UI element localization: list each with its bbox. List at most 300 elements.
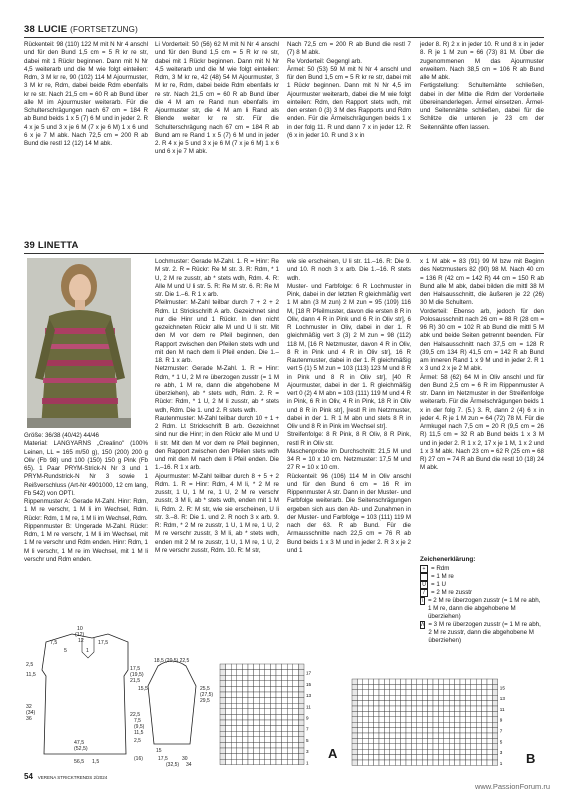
chart-cell bbox=[220, 698, 226, 704]
chart-cell bbox=[265, 692, 271, 698]
chart-cell bbox=[406, 760, 411, 765]
chart-cell bbox=[422, 706, 427, 711]
chart-row-number: 15 bbox=[499, 685, 505, 691]
chart-cell bbox=[282, 737, 288, 743]
chart-cell bbox=[220, 720, 226, 726]
chart-cell bbox=[455, 722, 460, 727]
chart-cell bbox=[444, 760, 449, 765]
chart-cell bbox=[265, 748, 271, 754]
chart-cell bbox=[390, 760, 395, 765]
chart-cell bbox=[357, 722, 362, 727]
chart-cell bbox=[417, 701, 422, 706]
chart-cell bbox=[270, 737, 276, 743]
chart-cell bbox=[248, 681, 254, 687]
chart-cell bbox=[298, 754, 304, 760]
chart-cell bbox=[379, 711, 384, 716]
chart-cell bbox=[476, 690, 481, 695]
chart-cell bbox=[259, 720, 265, 726]
chart-cell bbox=[237, 720, 243, 726]
dim-label: (12) bbox=[75, 632, 85, 638]
chart-cell bbox=[411, 749, 416, 754]
chart-cell bbox=[471, 679, 476, 684]
chart-cell bbox=[487, 701, 492, 706]
section-38-col1: Rückenteil: 98 (110) 122 M mit N Nr 4 anschl und für den Bund 1,5 cm = 5 R kr re str, dabei mit 1 Rückr beginnen. Dann mit N Nr 4,5 weiterarb und die M wie folgt einteilen: Rdm, 3 M kr re, 90 (102) 114 M Ajourmuster, 3 M kr re, Rdm, dabei beide Rdm ebenfalls kr re str. Nach 21,5 cm = 60 R ab Bund über alle M im Ajourmuster weiterarb. Für die Schulterschrägungen nach 67 cm = 184 R ab Bund beids 1 x 5 (7) 6 M und in jeder 2. R 4 x je 5 und 3 x je 6 M (7 x je 6 M) 1 x 6 und 6 x je 7 M abk. Nach 72,5 cm = 200 R ab Bund die restl 12 (12) 14 M abk. bbox=[24, 41, 148, 147]
chart-cell bbox=[422, 738, 427, 743]
legend bbox=[420, 556, 544, 645]
chart-cell bbox=[374, 684, 379, 689]
chart-cell bbox=[379, 722, 384, 727]
chart-cell bbox=[248, 748, 254, 754]
chart-cell bbox=[298, 670, 304, 676]
chart-cell bbox=[455, 701, 460, 706]
legend-symbol-rdm: + bbox=[420, 565, 428, 573]
chart-cell bbox=[422, 684, 427, 689]
chart-cell bbox=[293, 759, 299, 765]
chart-cell bbox=[368, 760, 373, 765]
chart-cell bbox=[282, 714, 288, 720]
dim-label: (32,5) bbox=[166, 762, 180, 768]
chart-cell bbox=[455, 760, 460, 765]
chart-cell bbox=[395, 733, 400, 738]
chart-cell bbox=[220, 759, 226, 765]
chart-cell bbox=[270, 714, 276, 720]
legend-symbol-skp: \ bbox=[421, 598, 424, 604]
chart-cell bbox=[492, 728, 497, 733]
chart-cell bbox=[374, 706, 379, 711]
chart-cell bbox=[379, 684, 384, 689]
chart-cell bbox=[406, 755, 411, 760]
chart-cell bbox=[444, 744, 449, 749]
chart-cell bbox=[259, 759, 265, 765]
chart-cell bbox=[422, 717, 427, 722]
chart-row-number: 7 bbox=[306, 726, 309, 732]
chart-cell bbox=[384, 679, 389, 684]
chart-cell bbox=[276, 720, 282, 726]
chart-cell bbox=[444, 755, 449, 760]
section-38-suffix: (FORTSETZUNG) bbox=[70, 25, 138, 34]
chart-cell bbox=[428, 706, 433, 711]
chart-cell bbox=[476, 711, 481, 716]
chart-cell bbox=[417, 706, 422, 711]
chart-cell bbox=[352, 695, 357, 700]
dim-label: 1,5 bbox=[92, 759, 100, 765]
chart-cell bbox=[363, 722, 368, 727]
chart-cell bbox=[476, 760, 481, 765]
chart-cell bbox=[259, 692, 265, 698]
section-38-title: LUCIE bbox=[37, 24, 68, 35]
chart-cell bbox=[298, 692, 304, 698]
chart-row-number: 3 bbox=[306, 749, 309, 755]
chart-cell bbox=[444, 728, 449, 733]
chart-cell bbox=[384, 744, 389, 749]
chart-cell bbox=[401, 717, 406, 722]
chart-cell bbox=[276, 686, 282, 692]
chart-cell bbox=[226, 731, 232, 737]
chart-cell bbox=[438, 711, 443, 716]
chart-cell bbox=[248, 737, 254, 743]
chart-cell bbox=[476, 695, 481, 700]
chart-cell bbox=[471, 728, 476, 733]
chart-cell bbox=[254, 759, 260, 765]
chart-cell bbox=[455, 749, 460, 754]
chart-a-label: A bbox=[328, 746, 338, 761]
chart-cell bbox=[401, 738, 406, 743]
chart-cell bbox=[220, 686, 226, 692]
chart-cell bbox=[237, 726, 243, 732]
chart-cell bbox=[390, 733, 395, 738]
chart-cell bbox=[411, 701, 416, 706]
chart-cell bbox=[428, 722, 433, 727]
chart-cell bbox=[433, 690, 438, 695]
chart-cell bbox=[231, 742, 237, 748]
chart-cell bbox=[276, 681, 282, 687]
chart-cell bbox=[293, 664, 299, 670]
legend-item: / = 2 M re zusstr bbox=[420, 589, 544, 597]
dim-label: 7,5 bbox=[50, 640, 58, 646]
chart-cell bbox=[395, 706, 400, 711]
chart-cell bbox=[487, 733, 492, 738]
chart-cell bbox=[422, 679, 427, 684]
chart-cell bbox=[287, 720, 293, 726]
chart-cell bbox=[471, 722, 476, 727]
chart-cell bbox=[287, 703, 293, 709]
chart-cell bbox=[379, 744, 384, 749]
chart-cell bbox=[259, 737, 265, 743]
chart-cell bbox=[231, 675, 237, 681]
chart-cell bbox=[465, 738, 470, 743]
chart-cell bbox=[379, 728, 384, 733]
chart-cell bbox=[384, 690, 389, 695]
chart-cell bbox=[428, 755, 433, 760]
chart-cell bbox=[282, 754, 288, 760]
chart-cell bbox=[444, 722, 449, 727]
chart-cell bbox=[248, 754, 254, 760]
chart-cell bbox=[259, 686, 265, 692]
dim-label: (19,5) bbox=[130, 672, 144, 678]
chart-cell bbox=[449, 749, 454, 754]
chart-cell bbox=[379, 755, 384, 760]
dim-label: 56,5 bbox=[74, 759, 85, 765]
chart-cell bbox=[352, 728, 357, 733]
chart-cell bbox=[395, 695, 400, 700]
chart-cell bbox=[270, 686, 276, 692]
dim-label: 21,5 bbox=[130, 678, 141, 684]
dim-label: 2,5 bbox=[134, 738, 141, 744]
chart-cell bbox=[254, 670, 260, 676]
chart-cell bbox=[422, 695, 427, 700]
chart-cell bbox=[374, 690, 379, 695]
chart-b-label: B bbox=[526, 751, 536, 766]
chart-cell bbox=[287, 692, 293, 698]
chart-cell bbox=[449, 706, 454, 711]
chart-cell bbox=[487, 711, 492, 716]
chart-cell bbox=[298, 748, 304, 754]
chart-cell bbox=[471, 695, 476, 700]
chart-cell bbox=[476, 701, 481, 706]
chart-cell bbox=[438, 717, 443, 722]
chart-cell bbox=[406, 701, 411, 706]
chart-cell bbox=[438, 684, 443, 689]
chart-cell bbox=[242, 703, 248, 709]
chart-cell bbox=[449, 679, 454, 684]
chart-cell bbox=[226, 675, 232, 681]
chart-cell bbox=[363, 728, 368, 733]
chart-cell bbox=[384, 733, 389, 738]
chart-cell bbox=[384, 684, 389, 689]
chart-cell bbox=[438, 690, 443, 695]
chart-cell bbox=[406, 728, 411, 733]
chart-cell bbox=[293, 670, 299, 676]
chart-cell bbox=[259, 748, 265, 754]
chart-cell bbox=[460, 690, 465, 695]
chart-cell bbox=[390, 749, 395, 754]
chart-cell bbox=[293, 726, 299, 732]
chart-cell bbox=[449, 722, 454, 727]
chart-cell bbox=[242, 714, 248, 720]
chart-cell bbox=[298, 714, 304, 720]
chart-cell bbox=[492, 695, 497, 700]
chart-cell bbox=[465, 695, 470, 700]
chart-cell bbox=[363, 738, 368, 743]
chart-cell bbox=[433, 706, 438, 711]
chart-cell bbox=[384, 706, 389, 711]
chart-cell bbox=[487, 744, 492, 749]
chart-cell bbox=[438, 733, 443, 738]
chart-cell bbox=[276, 692, 282, 698]
chart-cell bbox=[368, 722, 373, 727]
chart-cell bbox=[368, 711, 373, 716]
legend-item: U = 1 U bbox=[420, 581, 544, 589]
chart-cell bbox=[471, 706, 476, 711]
chart-cell bbox=[401, 760, 406, 765]
chart-cell bbox=[422, 749, 427, 754]
chart-cell bbox=[226, 709, 232, 715]
sleeve-schematic bbox=[126, 656, 218, 768]
chart-cell bbox=[487, 749, 492, 754]
chart-cell bbox=[411, 722, 416, 727]
chart-cell bbox=[220, 726, 226, 732]
chart-cell bbox=[270, 726, 276, 732]
chart-cell bbox=[460, 711, 465, 716]
chart-row-number: 9 bbox=[306, 715, 309, 721]
chart-cell bbox=[411, 728, 416, 733]
page-number: 54 bbox=[24, 772, 33, 781]
chart-cell bbox=[444, 711, 449, 716]
chart-cell bbox=[242, 742, 248, 748]
chart-cell bbox=[237, 731, 243, 737]
chart-cell bbox=[411, 706, 416, 711]
chart-cell bbox=[357, 717, 362, 722]
chart-cell bbox=[449, 684, 454, 689]
legend-item: \ = 2 M re überzogen zusstr (= 1 M re abh, 1 M re, dann die abgehobene M überziehen) bbox=[421, 597, 541, 620]
chart-cell bbox=[471, 717, 476, 722]
chart-cell bbox=[395, 755, 400, 760]
chart-cell bbox=[254, 686, 260, 692]
chart-cell bbox=[492, 722, 497, 727]
chart-cell bbox=[384, 728, 389, 733]
chart-cell bbox=[282, 720, 288, 726]
chart-cell bbox=[254, 720, 260, 726]
page-footer bbox=[24, 772, 107, 781]
chart-cell bbox=[276, 664, 282, 670]
chart-cell bbox=[455, 690, 460, 695]
chart-cell bbox=[460, 728, 465, 733]
chart-cell bbox=[363, 679, 368, 684]
chart-cell bbox=[460, 744, 465, 749]
chart-cell bbox=[237, 692, 243, 698]
chart-cell bbox=[438, 695, 443, 700]
magazine-name: VERENA STRICKTRENDS 2/2024 bbox=[37, 775, 108, 780]
chart-cell bbox=[438, 760, 443, 765]
chart-cell bbox=[270, 709, 276, 715]
chart-cell bbox=[455, 706, 460, 711]
chart-cell bbox=[220, 731, 226, 737]
chart-cell bbox=[270, 681, 276, 687]
chart-cell bbox=[220, 664, 226, 670]
chart-cell bbox=[395, 738, 400, 743]
chart-cell bbox=[492, 755, 497, 760]
chart-cell bbox=[265, 681, 271, 687]
chart-cell bbox=[482, 679, 487, 684]
chart-cell bbox=[449, 701, 454, 706]
chart-cell bbox=[259, 742, 265, 748]
chart-cell bbox=[395, 690, 400, 695]
chart-cell bbox=[363, 760, 368, 765]
chart-cell bbox=[455, 711, 460, 716]
chart-cell bbox=[422, 728, 427, 733]
chart-cell bbox=[401, 679, 406, 684]
chart-cell bbox=[406, 744, 411, 749]
chart-cell bbox=[357, 755, 362, 760]
knitting-chart-b bbox=[350, 677, 540, 776]
chart-cell bbox=[379, 749, 384, 754]
chart-cell bbox=[417, 744, 422, 749]
chart-cell bbox=[270, 692, 276, 698]
chart-cell bbox=[282, 731, 288, 737]
chart-cell bbox=[465, 722, 470, 727]
chart-cell bbox=[438, 744, 443, 749]
chart-cell bbox=[276, 698, 282, 704]
chart-cell bbox=[287, 681, 293, 687]
chart-cell bbox=[390, 744, 395, 749]
chart-cell bbox=[298, 731, 304, 737]
chart-cell bbox=[276, 714, 282, 720]
chart-cell bbox=[433, 717, 438, 722]
chart-cell bbox=[237, 737, 243, 743]
chart-row-number: 11 bbox=[306, 704, 311, 710]
chart-cell bbox=[487, 717, 492, 722]
chart-cell bbox=[242, 686, 248, 692]
chart-cell bbox=[293, 714, 299, 720]
chart-cell bbox=[379, 760, 384, 765]
chart-cell bbox=[237, 681, 243, 687]
section-38-heading bbox=[24, 24, 138, 35]
dim-label: 30 bbox=[182, 756, 188, 762]
chart-cell bbox=[433, 711, 438, 716]
chart-cell bbox=[226, 686, 232, 692]
chart-cell bbox=[282, 726, 288, 732]
knitting-chart-a bbox=[218, 662, 348, 775]
chart-cell bbox=[395, 749, 400, 754]
dim-label: 10 bbox=[77, 626, 83, 632]
chart-cell bbox=[444, 701, 449, 706]
chart-cell bbox=[231, 709, 237, 715]
chart-cell bbox=[460, 749, 465, 754]
chart-cell bbox=[444, 733, 449, 738]
chart-cell bbox=[270, 720, 276, 726]
chart-cell bbox=[248, 731, 254, 737]
chart-cell bbox=[287, 714, 293, 720]
chart-cell bbox=[379, 690, 384, 695]
chart-cell bbox=[220, 754, 226, 760]
chart-cell bbox=[248, 720, 254, 726]
chart-cell bbox=[265, 703, 271, 709]
legend-title: Zeichenerklärung: bbox=[420, 556, 476, 563]
chart-cell bbox=[465, 679, 470, 684]
chart-cell bbox=[401, 733, 406, 738]
chart-cell bbox=[449, 744, 454, 749]
chart-cell bbox=[270, 748, 276, 754]
chart-cell bbox=[242, 670, 248, 676]
chart-cell bbox=[401, 755, 406, 760]
chart-cell bbox=[270, 731, 276, 737]
chart-cell bbox=[390, 738, 395, 743]
chart-cell bbox=[226, 759, 232, 765]
chart-cell bbox=[231, 720, 237, 726]
legend-item: = 1 M re bbox=[420, 573, 544, 581]
chart-cell bbox=[276, 737, 282, 743]
chart-cell bbox=[242, 698, 248, 704]
chart-cell bbox=[417, 711, 422, 716]
chart-cell bbox=[226, 692, 232, 698]
chart-cell bbox=[482, 711, 487, 716]
chart-cell bbox=[395, 722, 400, 727]
dim-label: 29,5 bbox=[200, 698, 210, 704]
chart-cell bbox=[363, 695, 368, 700]
chart-cell bbox=[384, 755, 389, 760]
chart-cell bbox=[220, 737, 226, 743]
chart-cell bbox=[390, 722, 395, 727]
chart-cell bbox=[226, 754, 232, 760]
chart-cell bbox=[390, 711, 395, 716]
chart-cell bbox=[476, 722, 481, 727]
chart-row-number: 13 bbox=[306, 693, 312, 699]
chart-cell bbox=[357, 749, 362, 754]
chart-cell bbox=[374, 701, 379, 706]
chart-cell bbox=[395, 711, 400, 716]
chart-cell bbox=[465, 717, 470, 722]
chart-cell bbox=[417, 738, 422, 743]
chart-cell bbox=[465, 706, 470, 711]
chart-cell bbox=[401, 695, 406, 700]
chart-cell bbox=[363, 749, 368, 754]
section-38-col3: Nach 72,5 cm = 200 R ab Bund die restl 7 (7) 8 M abk. Re Vorderteil: Gegengl arb. Ärmel: 50 (53) 59 M mit N Nr 4 anschl und für den Bund 1,5 cm = 5 R kr re str, dabei mit 1 Rückr beginnen. Dann mit N Nr 4,5 im Ajourmuster weiterarb, dabei die M wie folgt einteilen: Rdm, den Rapport stets wdh, mit den ersten 0 (3) 3 M des Rapports und Rdm enden. Für die Ärmelschrägungen beids 1 x in der folg 11. R und dann 7 x in jeder 12. R (6 x in jeder 10. R und 3 x in bbox=[287, 41, 411, 139]
chart-cell bbox=[248, 692, 254, 698]
chart-cell bbox=[492, 733, 497, 738]
chart-cell bbox=[254, 709, 260, 715]
chart-cell bbox=[220, 681, 226, 687]
chart-cell bbox=[282, 675, 288, 681]
chart-cell bbox=[237, 742, 243, 748]
chart-cell bbox=[265, 709, 271, 715]
chart-cell bbox=[293, 698, 299, 704]
dim-label: 17,5 bbox=[130, 666, 141, 672]
chart-cell bbox=[357, 690, 362, 695]
dim-label: 22,5 bbox=[130, 712, 141, 718]
chart-cell bbox=[242, 748, 248, 754]
chart-cell bbox=[259, 698, 265, 704]
chart-cell bbox=[411, 679, 416, 684]
